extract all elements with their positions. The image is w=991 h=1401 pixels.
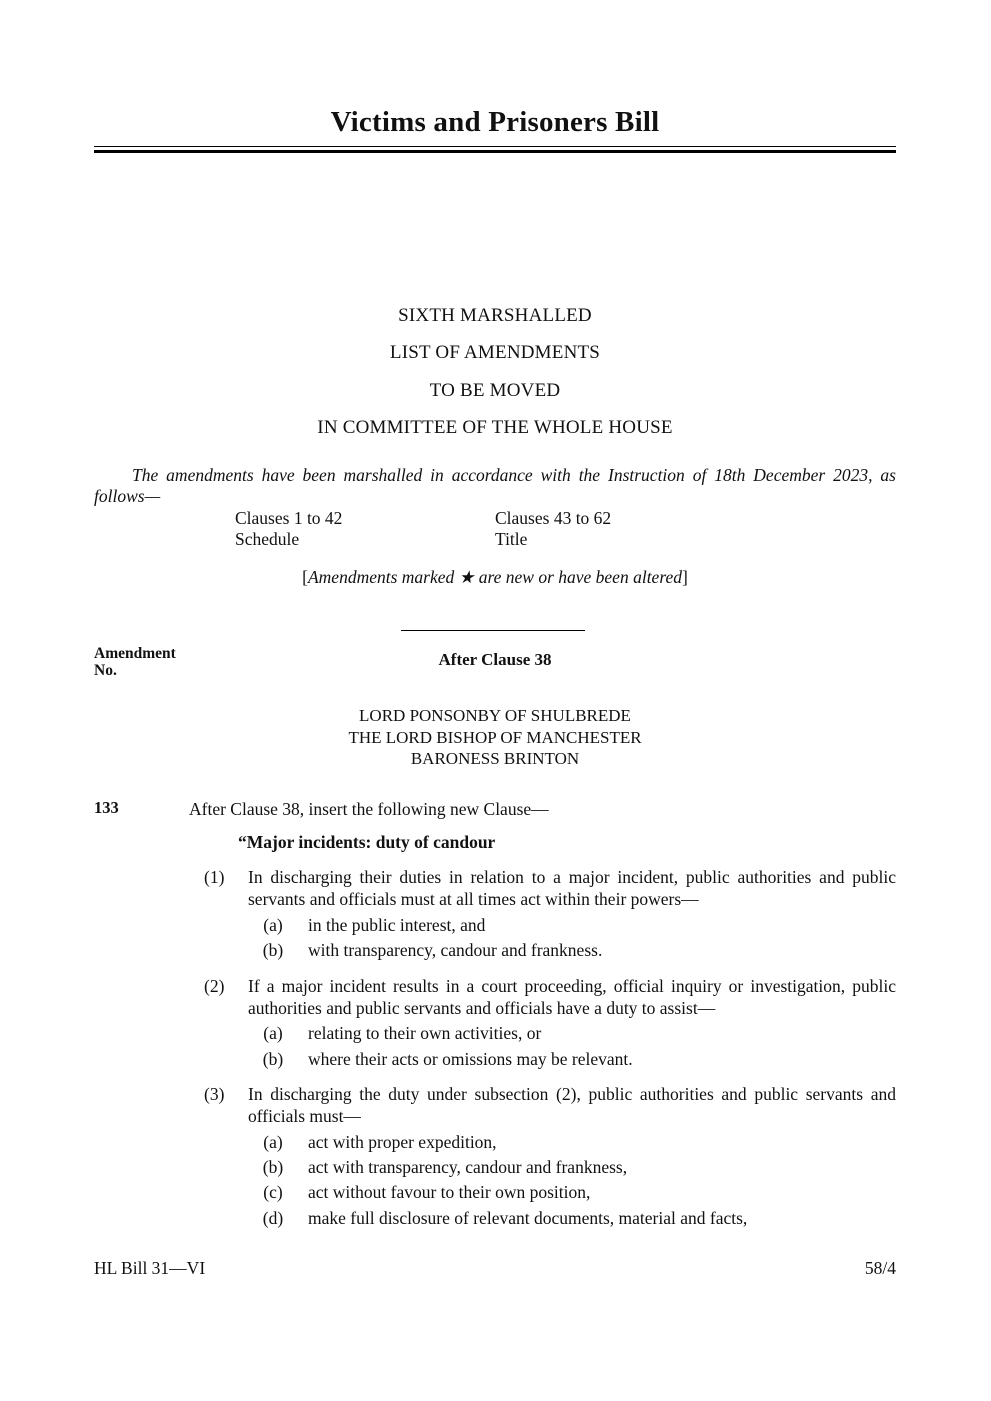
marshalling-item: Title — [495, 529, 528, 549]
subsection-3 — [204, 1083, 896, 1127]
paragraph-number: (d) — [262, 1208, 284, 1228]
paragraph-text: make full disclosure of relevant documents, material and facts, — [308, 1208, 748, 1228]
new-clause-title: “Major incidents: duty of candour — [238, 832, 496, 852]
amendment-label-line-2: No. — [94, 662, 117, 679]
paragraph-number: (b) — [262, 1049, 284, 1069]
note-text: Amendments marked ★ are new or have been altered — [307, 567, 682, 587]
subsection-text: In discharging the duty under subsection (2), public authorities and public servants and officials must— — [248, 1084, 896, 1126]
subsection-number: (2) — [204, 976, 225, 996]
paragraph-number: (a) — [263, 1132, 283, 1152]
subsection-number: (1) — [204, 867, 225, 887]
paragraph-3a — [256, 1131, 896, 1153]
paragraph-2b — [256, 1048, 896, 1070]
paragraph-number: (c) — [263, 1182, 283, 1202]
subsection-text: If a major incident results in a court proceeding, official inquiry or investigation, public authorities and public servants and officials have a duty to assist— — [248, 976, 896, 1018]
heading-line-3: TO BE MOVED — [429, 380, 561, 401]
paragraph-text: relating to their own activities, or — [308, 1023, 542, 1043]
paragraph-text: act with proper expedition, — [308, 1132, 497, 1152]
marshalling-item: Clauses 1 to 42 — [235, 508, 343, 528]
paragraph-text: in the public interest, and — [308, 915, 486, 935]
title-rule-thick — [94, 150, 896, 153]
heading-line-2: LIST OF AMENDMENTS — [389, 342, 601, 363]
heading-line-4: IN COMMITTEE OF THE WHOLE HOUSE — [317, 417, 673, 438]
amendment-number: 133 — [94, 798, 119, 817]
paragraph-3c — [256, 1181, 896, 1203]
sponsor-name: THE LORD BISHOP OF MANCHESTER — [348, 727, 642, 747]
sponsor-name: BARONESS BRINTON — [410, 749, 580, 768]
subsection-1 — [204, 866, 896, 910]
paragraph-3b — [256, 1156, 896, 1178]
paragraph-3d — [256, 1207, 896, 1229]
paragraph-text: with transparency, candour and frankness. — [308, 940, 603, 960]
paragraph-number: (a) — [263, 1023, 283, 1043]
amendment-label-line-1: Amendment — [94, 645, 176, 662]
document-title: Victims and Prisoners Bill — [330, 106, 660, 138]
heading-line-1: SIXTH MARSHALLED — [398, 305, 592, 326]
marshalling-item: Schedule — [235, 529, 300, 549]
sponsors-list — [94, 705, 896, 770]
section-heading: After Clause 38 — [438, 650, 552, 669]
paragraph-text: where their acts or omissions may be relevant. — [308, 1049, 633, 1069]
bracket-close: ] — [682, 567, 688, 587]
page-reference: 58/4 — [864, 1258, 896, 1278]
paragraph-number: (b) — [262, 1157, 284, 1177]
paragraph-text: act with transparency, candour and frankness, — [308, 1157, 628, 1177]
subsection-2 — [204, 975, 896, 1019]
bracket-open: [ — [302, 567, 308, 587]
amendments-marked-note — [94, 567, 896, 588]
sponsor-name: LORD PONSONBY OF SHULBREDE — [359, 706, 631, 725]
title-rule-thin — [94, 146, 896, 147]
subsection-number: (3) — [204, 1084, 225, 1104]
marshalling-intro: The amendments have been marshalled in accordance with the Instruction of 18th December 2023, as follows— — [94, 465, 896, 506]
paragraph-text: act without favour to their own position, — [308, 1182, 591, 1202]
amendment-instruction: After Clause 38, insert the following new Clause— — [189, 799, 549, 819]
paragraph-1b — [256, 939, 896, 961]
section-separator — [401, 630, 585, 631]
paragraph-number: (b) — [262, 940, 284, 960]
paragraph-1a — [256, 914, 896, 936]
marshalling-item: Clauses 43 to 62 — [495, 508, 612, 528]
paragraph-2a — [256, 1022, 896, 1044]
subsection-text: In discharging their duties in relation to a major incident, public authorities and public servants and officials must at all times act within their powers— — [248, 867, 896, 909]
bill-reference: HL Bill 31—VI — [94, 1258, 206, 1278]
paragraph-number: (a) — [263, 915, 283, 935]
